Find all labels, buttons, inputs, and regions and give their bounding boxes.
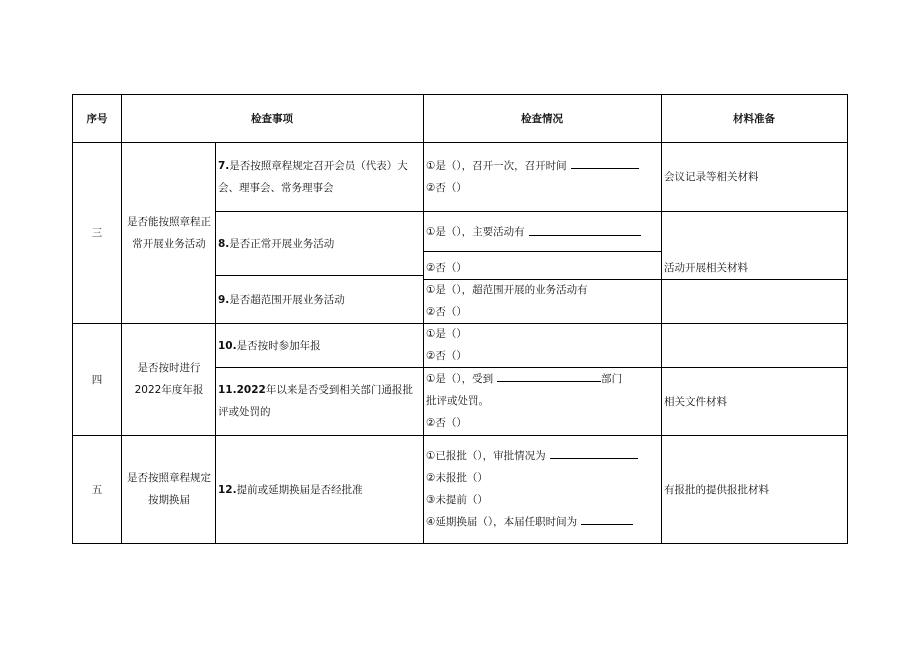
status-11 xyxy=(424,367,661,435)
option-yes: ①是（），主要活动有 xyxy=(426,225,525,238)
item-desc: 是否正常开展业务活动 xyxy=(229,237,335,250)
option-no: ②否（） xyxy=(426,417,467,429)
category-line: 2022年度年报 xyxy=(134,384,204,396)
status-7 xyxy=(424,142,661,211)
check-item-10 xyxy=(216,323,423,367)
category-text: 是否能按照章程正常开展业务活动 xyxy=(127,215,211,250)
material-12: 有报批的提供报批材料 xyxy=(664,483,769,496)
material-11: 相关文件材料 xyxy=(664,395,727,408)
section-category xyxy=(123,323,215,435)
status-12 xyxy=(424,435,661,543)
item-desc: 年以来是否受到相关部门通报批评或处罚的 xyxy=(218,384,413,418)
category-text: 是否按照章程规定按期换届 xyxy=(127,472,211,506)
option-yes: ①是（），超范围开展的业务活动有 xyxy=(426,284,588,296)
option-no: ②否（） xyxy=(426,306,467,318)
category-line: 是否按时进行 xyxy=(137,362,201,374)
check-item-7 xyxy=(216,142,423,211)
check-item-12 xyxy=(216,435,423,543)
item-desc: 是否按时参加年报 xyxy=(236,339,321,352)
fill-blank[interactable] xyxy=(529,226,641,236)
status-8-no xyxy=(424,251,661,279)
item-number: 10. xyxy=(218,339,237,352)
section-seq: 五 xyxy=(91,483,103,496)
status-10 xyxy=(424,323,661,367)
status-8-yes xyxy=(424,211,661,251)
option-not-early: ③未提前（） xyxy=(426,494,488,506)
fill-blank[interactable] xyxy=(581,515,633,525)
item-text xyxy=(218,155,421,199)
check-item-9 xyxy=(216,275,423,323)
item-number: 7. xyxy=(218,159,230,172)
header-item: 检查事项 xyxy=(251,113,293,125)
item-desc: 是否超范围开展业务活动 xyxy=(229,293,345,306)
section-seq: 三 xyxy=(91,227,103,239)
option-yes: ①是（），召开一次，召开时间 xyxy=(426,159,567,172)
option-no: ②否（） xyxy=(426,350,467,362)
option-yes-cont: 批评或处罚。 xyxy=(426,395,489,407)
section-seq: 四 xyxy=(91,373,103,386)
option-delayed: ④延期换届（），本届任职时间为 xyxy=(426,516,578,528)
option-yes-suffix: 部门 xyxy=(601,373,623,385)
status-9 xyxy=(424,279,661,323)
option-yes: ①是（） xyxy=(426,328,467,340)
material-7: 会议记录等相关材料 xyxy=(664,171,759,183)
section-category xyxy=(123,435,215,543)
header-seq: 序号 xyxy=(86,113,108,125)
option-yes: ①是（），受到 xyxy=(426,373,494,385)
section-category xyxy=(123,142,215,323)
item-number: 9. xyxy=(218,293,230,306)
header-status: 检查情况 xyxy=(521,113,563,125)
item-desc: 是否按照章程规定召开会员（代表）大会、理事会、常务理事会 xyxy=(218,159,408,194)
item-desc: 提前或延期换届是否经批准 xyxy=(236,483,363,496)
fill-blank[interactable] xyxy=(550,449,638,459)
material-8-9: 活动开展相关材料 xyxy=(664,261,748,274)
header-material: 材料准备 xyxy=(733,113,775,125)
fill-blank[interactable] xyxy=(571,159,639,169)
option-no: ②否（） xyxy=(426,261,467,274)
option-not-approved: ②未报批（） xyxy=(426,472,488,484)
check-item-11 xyxy=(216,367,423,435)
option-approved: ①已报批（），审批情况为 xyxy=(426,450,546,462)
item-number: 8. xyxy=(218,237,230,250)
inspection-table xyxy=(72,94,848,544)
option-no: ②否（） xyxy=(426,181,467,194)
item-number: 12. xyxy=(218,483,237,496)
col-divider xyxy=(121,95,122,543)
material-10 xyxy=(662,323,847,367)
fill-blank[interactable] xyxy=(497,372,601,382)
check-item-8 xyxy=(216,211,423,275)
item-number: 11.2022 xyxy=(218,384,266,396)
